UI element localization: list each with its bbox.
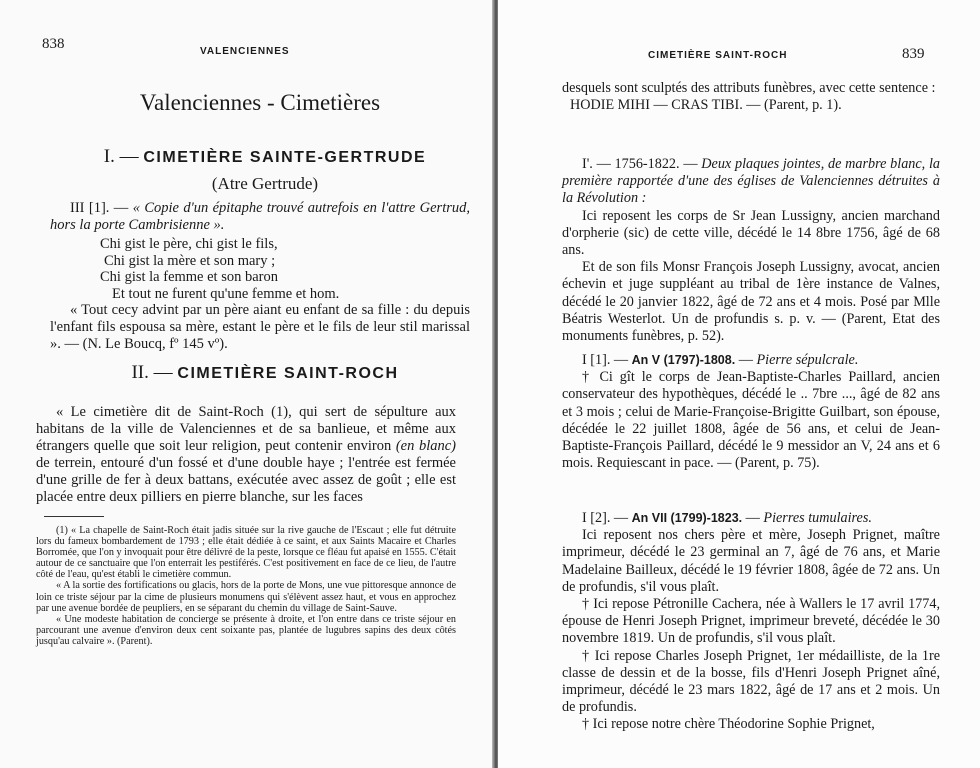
- footnote: « A la sortie des fortifications ou glacis, hors de la porte de Mons, une vue pittoresque annonce de loin ce triste séjour par la cime de plusieurs monumens qui s'élèvent assez haut, et vous en approchez par une avenue bordée de peupliers, en se séparant du chemin du village de Saint-Sauve.: [36, 580, 456, 614]
- section-heading: I. — CIMETIÈRE SAINTE-GERTRUDE: [103, 146, 427, 167]
- verse-line: Et tout ne furent qu'une femme et hom.: [112, 285, 340, 302]
- section-subtitle: (Atre Gertrude): [211, 174, 319, 193]
- verse-line: Chi gist la femme et son baron: [100, 269, 278, 285]
- page-title: Valenciennes - Cimetières: [139, 90, 381, 115]
- section-name: CIMETIÈRE SAINT-ROCH: [177, 365, 399, 382]
- entry-intro-text: « Copie d'un épitaphe trouvé autrefois en l'attre Gertrud, hors la porte Cambrisienne ».: [50, 200, 470, 233]
- motto: HODIE MIHI — CRAS TIBI. — (Parent, p. 1).: [570, 97, 842, 114]
- entry-label: I [1]. —: [582, 352, 629, 368]
- entry-label: I'. —: [582, 156, 611, 172]
- entry-lussigny: I'. — 1756-1822. — Deux plaques jointes, de marbre blanc, la première rapportée d'une des églises de Valenciennes détruites à la Révolution : Ici reposent les corps de Sr Jean Lussigny, ancien marchand d'orpherie (sic) de cette ville, décédé le 14 8bre 1756, âgé de 68 ans. Et de son fils Monsr François Joseph Lussigny, avocat, ancien échevin et juge suppléant au tribal de 1ère instance de Valnes, décédé le 20 janvier 1822, âgé de 72 ans et 4 mois. Posé par Mlle Béatris Westerlot. Un de profundis s. p. v. — (Parent, Etat des monuments funèbres, p. 52).: [562, 156, 941, 345]
- entry-label: I [2]. —: [582, 510, 629, 526]
- entry-dates: An V (1797)-1808.: [631, 353, 736, 367]
- entry-text: « Tout cecy advint par un père aiant eu enfant de sa fille : du depuis l'enfant fils espousa sa mère, estant le père et le fils de leur stil marissal ». — (N. Le Boucq, fº 145 vº).: [50, 302, 470, 352]
- verse-line: Chi gist la mère et son mary ;: [104, 252, 276, 269]
- verse-line: Chi gist le père, chi gist le fils,: [100, 236, 278, 252]
- entry-dates: 1756-1822.: [614, 156, 680, 172]
- entry-desc: Pierres tumulaires.: [763, 510, 872, 526]
- continued-text: desquels sont sculptés des attributs funèbres, avec cette sentence : HODIE MIHI — CRAS TIBI. — (Parent, p. 1).: [562, 80, 940, 114]
- page-number: 838: [42, 36, 65, 52]
- entry-label: III [1].: [70, 200, 110, 216]
- section-name: CIMETIÈRE SAINTE-GERTRUDE: [143, 149, 427, 166]
- entry-paillard: I [1]. — An V (1797)-1808. — Pierre sépulcrale. † Ci gît le corps de Jean-Baptiste-Charles Paillard, ancien conservateur des hypothèques, décédé le .. 7bre ..., âgé de 82 ans et 3 mois ; celui de Marie-Françoise-Brigitte Guilbart, son épouse, décédée le 22 juillet 1808, âgée de 56 ans, et celui de Jean-Baptiste-François Paillard, décédé le 9 messidor an V, 24 ans et 6 mois. Requiescant in pace. — (Parent, p. 75).: [562, 352, 940, 472]
- epitaph-verse: [100, 236, 339, 302]
- footnote-rule: [44, 516, 104, 517]
- entry-desc: Pierre sépulcrale.: [756, 352, 859, 368]
- section-roman: I.: [103, 146, 115, 167]
- section-heading: II. — CIMETIÈRE SAINT-ROCH: [131, 362, 399, 383]
- entry-desc: Deux plaques jointes, de marbre blanc, la première rapportée d'une des églises de Valenciennes détruites à la Révolution :: [562, 156, 941, 207]
- entry-prignet: I [2]. — An VII (1799)-1823. — Pierres tumulaires. Ici reposent nos chers père et mère, Joseph Prignet, maître imprimeur, décédé le 23 germinal an 7, âgé de 76 ans, et Marie Madelaine Bailleux, décédé le 19 février 1808, âgée de 72 ans. Un de profundis, s'il vous plaît. † Ici repose Pétronille Cachera, née à Wallers le 17 avril 1774, épouse de Henri Joseph Prignet, imprimeur breveté, décédée le 30 novembre 1819. Un de profundis, s'il vous plaît. † Ici repose Charles Joseph Prignet, 1er médailliste, de la 1re classe de dessin et de la bosse, fils d'Henri Joseph Prignet aîné, imprimeur, décédé le 23 mars 1822, âgé de 17 ans et 2 mois. Un de profundis. † Ici repose notre chère Théodorine Sophie Prignet,: [562, 510, 940, 733]
- footnote: (1) « La chapelle de Saint-Roch était jadis située sur la rive gauche de l'Escaut ; elle fut détruite lors du fameux bombardement de 1793 ; elle était dédiée à ce saint, et aux Saints Macaire et Charles Borromée, que l'on y invoquait pour être délivré de la peste, lorsque ce fléau fut apaisé en 1555. C'était autour de ce sanctuaire que l'on enterrait les pestiférés. C'est positivement en face de ce lieu, de l'autre côté de l'eau, qu'est établi le cimetière commun.: [36, 525, 456, 581]
- section-roman: II.: [131, 362, 149, 383]
- page-number: 839: [902, 46, 925, 62]
- entry-dates: An VII (1799)-1823.: [631, 511, 743, 525]
- section-text: « Le cimetière dit de Saint-Roch (1), qui sert de sépulture aux habitans de la ville de Valenciennes et de sa banlieue, et même aux étrangers quelle que soit leur religion, peut contenir environ (en blanc) de terrein, entouré d'un fossé et d'une double haye ; l'entrée est fermée d'une grille de fer à deux battans, exécutée avec assez de goût ; elle est placée entre deux pilliers en pierre blanche, sur les faces: [36, 404, 456, 505]
- running-head: CIMETIÈRE SAINT-ROCH: [648, 50, 788, 61]
- footnotes: [36, 525, 456, 647]
- running-head: VALENCIENNES: [200, 46, 290, 57]
- entry-intro: III [1]. — « Copie d'un épitaphe trouvé autrefois en l'attre Gertrud, hors la porte Cambrisienne ».: [50, 200, 470, 233]
- footnote: « Une modeste habitation de concierge se présente à droite, et l'on entre dans ce triste séjour en parcourant une avenue d'environ deux cent soixante pas, plantée de lugubres sapins des deux côtés jusqu'au calvaire ». (Parent).: [36, 613, 456, 647]
